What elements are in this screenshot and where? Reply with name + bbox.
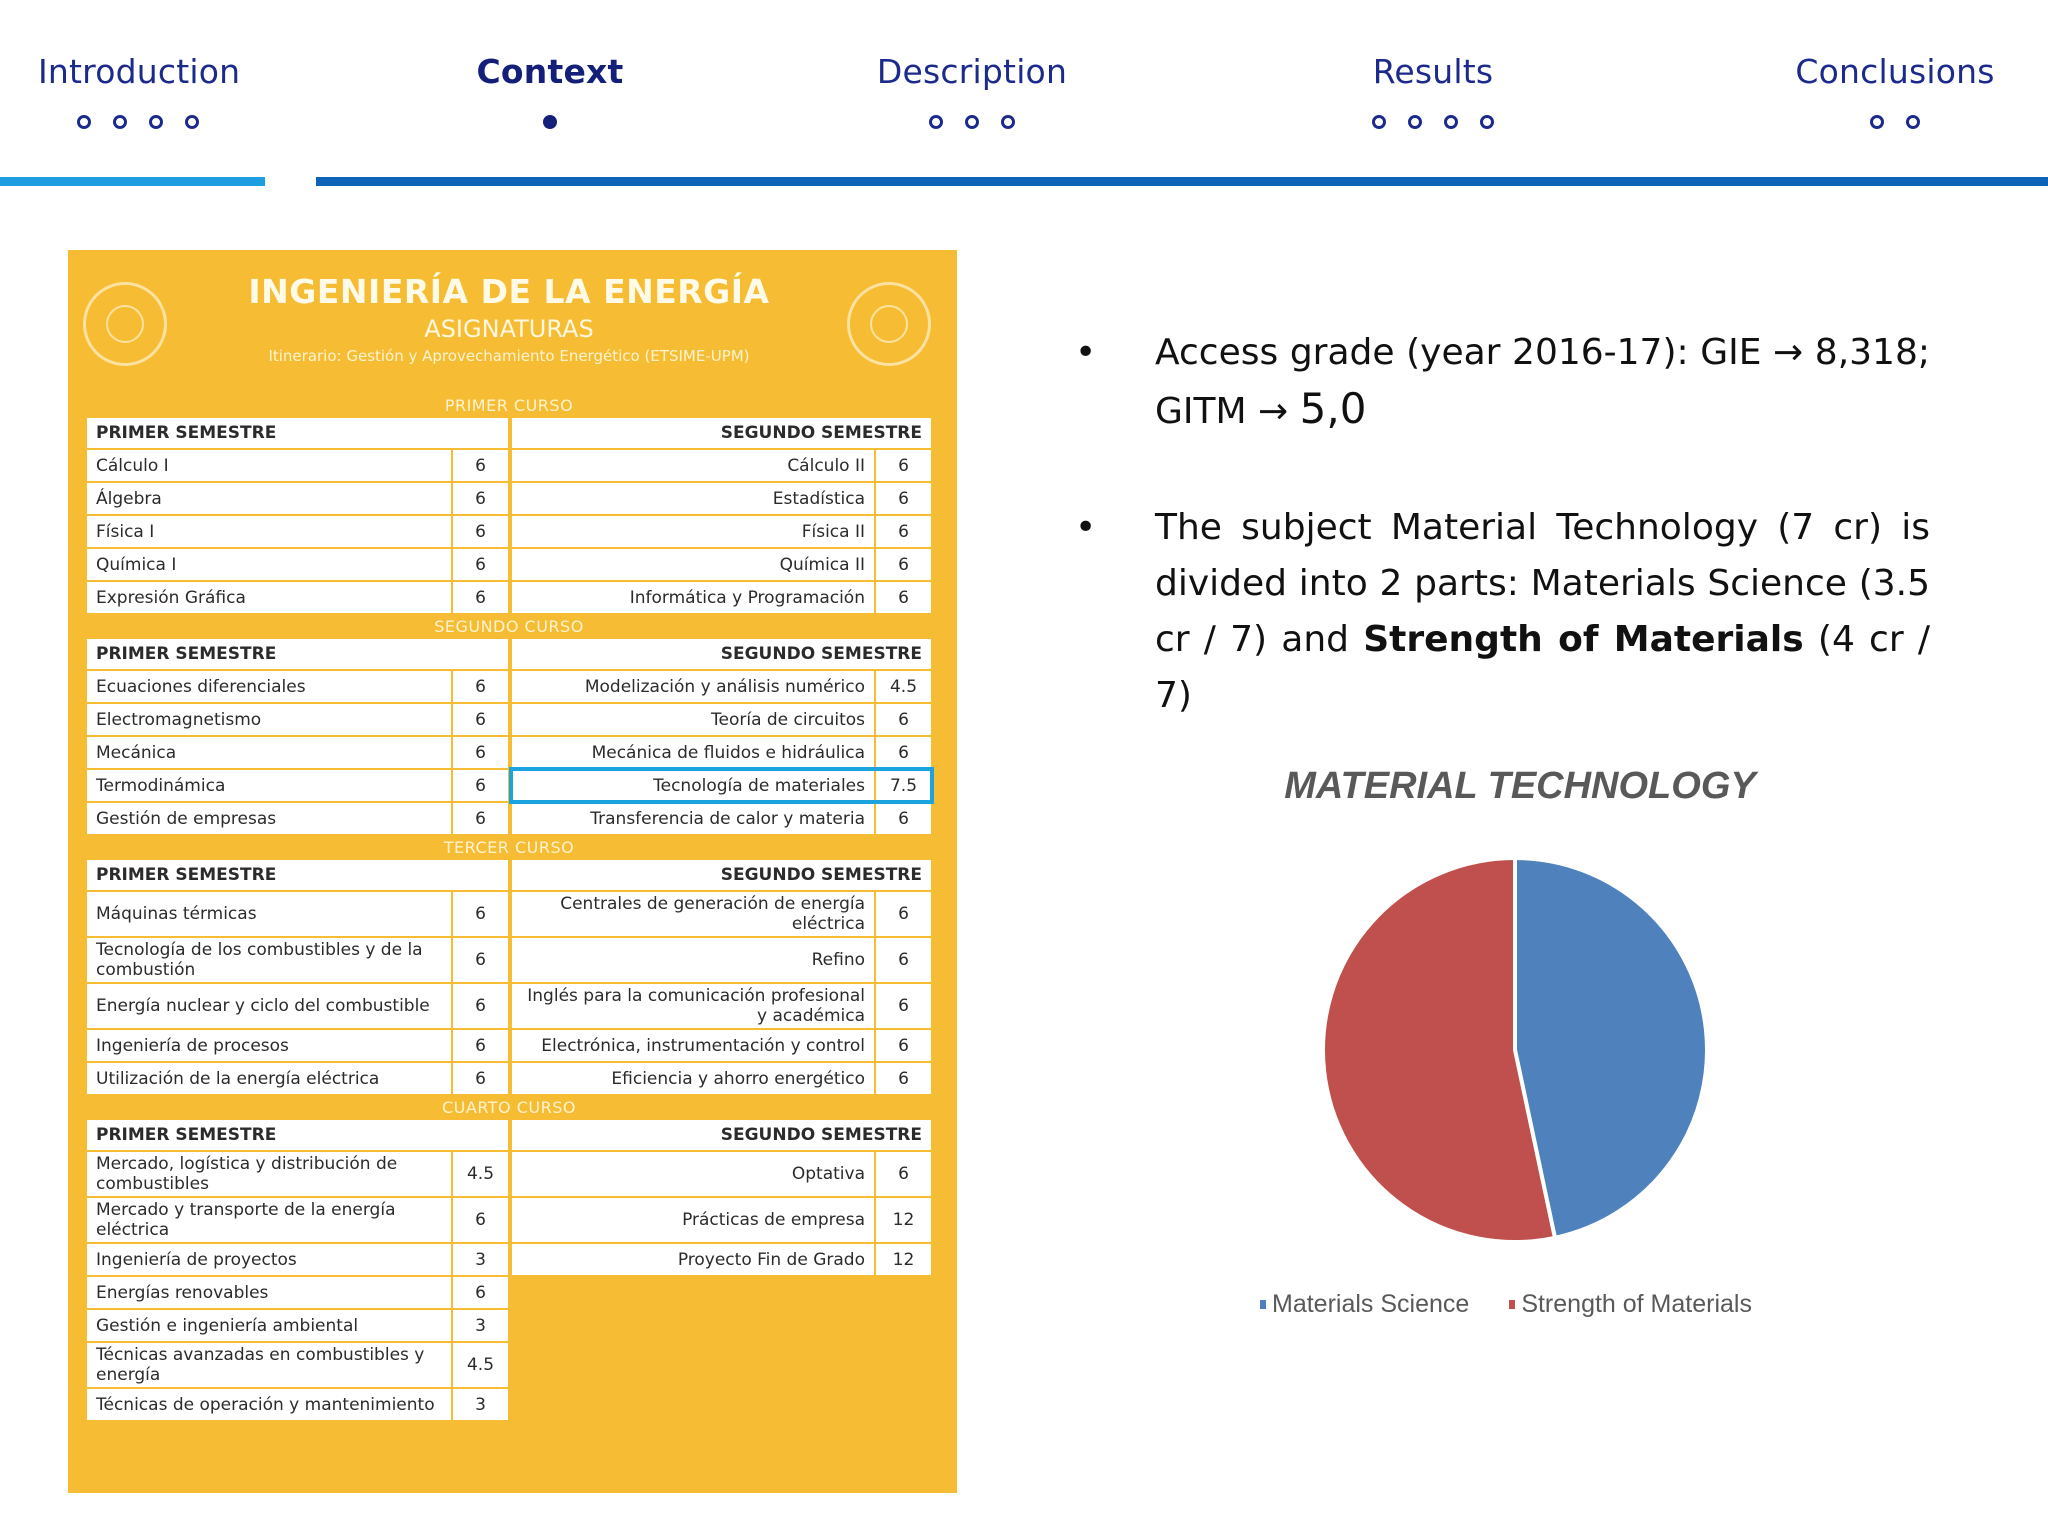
subject-credits: 12 — [876, 1198, 931, 1242]
subject-credits: 6 — [453, 704, 508, 735]
legend-swatch — [1260, 1300, 1266, 1309]
nav-dots — [450, 115, 650, 129]
subject-name: Técnicas avanzadas en combustibles y energía — [87, 1343, 451, 1387]
legend-item-materials-science — [1260, 1290, 1469, 1319]
table-row — [87, 1063, 508, 1094]
subject-credits: 6 — [876, 450, 931, 481]
semester-header: PRIMER SEMESTRE — [87, 1120, 508, 1150]
mining-school-crest-icon — [847, 282, 931, 366]
table-row — [512, 1030, 931, 1061]
semester-header: SEGUNDO SEMESTRE — [512, 418, 931, 448]
subject-name: Tecnología de los combustibles y de la combustión — [87, 938, 451, 982]
table-row — [512, 483, 931, 514]
subject-credits: 6 — [453, 582, 508, 613]
subject-name: Electrónica, instrumentación y control — [512, 1030, 874, 1061]
course-year-title: CUARTO CURSO — [442, 1098, 576, 1117]
subject-credits: 4.5 — [876, 671, 931, 702]
slide-dot[interactable] — [1372, 115, 1386, 129]
strength-of-materials-text: Strength of Materials — [1363, 619, 1804, 660]
subject-name: Teoría de circuitos — [512, 704, 874, 735]
slide-dot[interactable] — [543, 115, 557, 129]
table-row — [512, 938, 931, 982]
nav-description[interactable] — [872, 52, 1072, 129]
slide-dot[interactable] — [1444, 115, 1458, 129]
slide-dot[interactable] — [113, 115, 127, 129]
subject-name: Refino — [512, 938, 874, 982]
course-year-title: SEGUNDO CURSO — [434, 617, 584, 636]
nav-introduction[interactable] — [38, 52, 241, 129]
subject-name: Proyecto Fin de Grado — [512, 1244, 874, 1275]
bullet-icon: • — [1075, 332, 1097, 373]
nav-dots — [1795, 115, 1995, 129]
subject-name: Modelización y análisis numérico — [512, 671, 874, 702]
nav-conclusions[interactable] — [1795, 52, 1995, 129]
legend-item-strength-of-materials — [1509, 1290, 1752, 1319]
subject-name: Física I — [87, 516, 451, 547]
slide-dot[interactable] — [1870, 115, 1884, 129]
subject-name: Informática y Programación — [512, 582, 874, 613]
table-row — [87, 582, 508, 613]
semester-header: PRIMER SEMESTRE — [87, 860, 508, 890]
legend-label: Strength of Materials — [1521, 1290, 1752, 1318]
slide-dot[interactable] — [1906, 115, 1920, 129]
subject-credits: 4.5 — [453, 1343, 508, 1387]
table-row — [512, 549, 931, 580]
nav-label[interactable]: Description — [876, 52, 1068, 91]
table-row — [87, 671, 508, 702]
subject-name: Optativa — [512, 1152, 874, 1196]
curriculum-title: INGENIERÍA DE LA ENERGÍA — [248, 272, 770, 311]
table-row — [87, 770, 508, 801]
nav-dots — [1333, 115, 1533, 129]
subject-name: Eficiencia y ahorro energético — [512, 1063, 874, 1094]
nav-label[interactable]: Conclusions — [1795, 52, 1995, 91]
curriculum-subtitle: ASIGNATURAS — [424, 315, 594, 343]
subject-name: Cálculo II — [512, 450, 874, 481]
subject-credits: 6 — [453, 516, 508, 547]
subject-name: Gestión e ingeniería ambiental — [87, 1310, 451, 1341]
subject-name: Ecuaciones diferenciales — [87, 671, 451, 702]
nav-dots — [872, 115, 1072, 129]
subject-name: Electromagnetismo — [87, 704, 451, 735]
subject-credits: 6 — [876, 516, 931, 547]
table-row — [512, 1152, 931, 1196]
subject-credits: 6 — [876, 1063, 931, 1094]
subject-credits: 6 — [453, 1063, 508, 1094]
subject-name: Mecánica — [87, 737, 451, 768]
progress-bar-segment — [0, 177, 265, 186]
course-table — [87, 860, 931, 1096]
table-row — [512, 1310, 931, 1341]
subject-name: Estadística — [512, 483, 874, 514]
table-row — [512, 671, 931, 702]
table-row — [87, 938, 508, 982]
slide-dot[interactable] — [1480, 115, 1494, 129]
nav-results[interactable] — [1333, 52, 1533, 129]
subject-credits: 6 — [453, 1198, 508, 1242]
nav-label[interactable]: Results — [1372, 52, 1494, 91]
table-row — [87, 549, 508, 580]
subject-name: Transferencia de calor y materia — [512, 803, 874, 834]
subject-credits: 6 — [453, 483, 508, 514]
subject-credits: 6 — [453, 803, 508, 834]
slide-dot[interactable] — [1001, 115, 1015, 129]
section-navigation — [0, 0, 2048, 190]
subject-credits: 6 — [876, 1152, 931, 1196]
pie-chart — [1290, 840, 1740, 1260]
bullet-material-technology — [1075, 500, 1930, 724]
slide-dot[interactable] — [77, 115, 91, 129]
curriculum-itinerary: Itinerario: Gestión y Aprovechamiento Energético (ETSIME-UPM) — [268, 347, 750, 365]
subject-credits: 6 — [453, 770, 508, 801]
material-technology-text: The subject Material Technology (7 cr) is divided into 2 parts: Materials Science (3.5 cr / 7) and — [1155, 507, 1930, 660]
chart-legend — [1260, 1290, 1752, 1319]
subject-credits: 6 — [876, 984, 931, 1028]
table-row — [512, 1198, 931, 1242]
subject-name: Cálculo I — [87, 450, 451, 481]
semester-header: PRIMER SEMESTRE — [87, 418, 508, 448]
table-row — [512, 1244, 931, 1275]
table-row — [512, 1277, 931, 1308]
slide-dot[interactable] — [149, 115, 163, 129]
slide-dot[interactable] — [965, 115, 979, 129]
table-row — [87, 1244, 508, 1275]
subject-name: Prácticas de empresa — [512, 1198, 874, 1242]
subject-credits: 6 — [876, 1030, 931, 1061]
credits-text: (4 cr / 7) — [1155, 619, 1930, 716]
subject-name: Técnicas de operación y mantenimiento — [87, 1389, 451, 1420]
subject-credits: 6 — [876, 892, 931, 936]
table-row — [87, 984, 508, 1028]
progress-bar-track — [316, 177, 2048, 186]
table-row — [87, 892, 508, 936]
subject-name: Ingeniería de proyectos — [87, 1244, 451, 1275]
subject-name: Ingeniería de procesos — [87, 1030, 451, 1061]
subject-credits: 6 — [876, 483, 931, 514]
subject-credits: 6 — [453, 892, 508, 936]
subject-name: Energías renovables — [87, 1277, 451, 1308]
table-row — [87, 1343, 508, 1387]
table-row — [87, 450, 508, 481]
nav-context[interactable] — [450, 52, 650, 129]
table-row — [512, 704, 931, 735]
subject-name: Álgebra — [87, 483, 451, 514]
table-row — [512, 1343, 931, 1387]
subject-name: Energía nuclear y ciclo del combustible — [87, 984, 451, 1028]
legend-label: Materials Science — [1272, 1290, 1470, 1318]
table-row — [87, 1310, 508, 1341]
subject-name: Centrales de generación de energía eléctrica — [512, 892, 874, 936]
subject-name: Mecánica de fluidos e hidráulica — [512, 737, 874, 768]
semester-header: SEGUNDO SEMESTRE — [512, 639, 931, 669]
table-row — [512, 450, 931, 481]
university-seal-icon — [83, 282, 167, 366]
subject-credits: 6 — [453, 938, 508, 982]
subject-name: Mercado y transporte de la energía eléctrica — [87, 1198, 451, 1242]
table-row — [512, 1389, 931, 1420]
subject-name: Física II — [512, 516, 874, 547]
subject-credits: 6 — [876, 549, 931, 580]
subject-credits: 6 — [876, 582, 931, 613]
legend-swatch — [1509, 1300, 1515, 1309]
subject-credits: 6 — [453, 984, 508, 1028]
subject-credits: 4.5 — [453, 1152, 508, 1196]
slide-dot[interactable] — [1408, 115, 1422, 129]
chart-title: MATERIAL TECHNOLOGY — [1284, 765, 1756, 807]
subject-name: Tecnología de materiales — [512, 770, 874, 801]
course-year-title: TERCER CURSO — [443, 838, 575, 857]
subject-credits: 3 — [453, 1389, 508, 1420]
subject-credits: 6 — [453, 1277, 508, 1308]
subject-credits: 6 — [453, 549, 508, 580]
nav-label[interactable]: Context — [476, 52, 624, 91]
subject-credits: 6 — [876, 803, 931, 834]
subject-credits: 3 — [453, 1310, 508, 1341]
table-row — [87, 1030, 508, 1061]
access-grade-text: Access grade (year 2016-17): GIE → 8,318; GITM → — [1155, 332, 1930, 432]
subject-name: Mercado, logística y distribución de combustibles — [87, 1152, 451, 1196]
course-tables — [87, 394, 931, 1422]
subject-credits: 6 — [453, 737, 508, 768]
table-row — [512, 516, 931, 547]
subject-name: Gestión de empresas — [87, 803, 451, 834]
subject-credits: 3 — [453, 1244, 508, 1275]
semester-header: SEGUNDO SEMESTRE — [512, 1120, 931, 1150]
table-row — [87, 704, 508, 735]
curriculum-header — [87, 264, 931, 394]
nav-dots — [38, 115, 238, 129]
subject-name: Expresión Gráfica — [87, 582, 451, 613]
subject-credits: 7.5 — [876, 770, 931, 801]
curriculum-image — [68, 250, 957, 1493]
course-year-title: PRIMER CURSO — [444, 396, 574, 415]
table-row — [512, 737, 931, 768]
subject-name: Termodinámica — [87, 770, 451, 801]
table-row — [87, 737, 508, 768]
table-row — [512, 892, 931, 936]
table-row — [87, 483, 508, 514]
semester-header: SEGUNDO SEMESTRE — [512, 860, 931, 890]
table-row — [87, 516, 508, 547]
slide-dot[interactable] — [929, 115, 943, 129]
subject-credits: 6 — [876, 737, 931, 768]
subject-credits: 6 — [453, 671, 508, 702]
bullet-list — [1075, 325, 1930, 724]
subject-credits: 6 — [876, 704, 931, 735]
course-table — [87, 418, 931, 615]
table-row — [87, 1152, 508, 1196]
table-row — [87, 803, 508, 834]
bullet-access-grade — [1075, 325, 1930, 440]
table-row — [512, 1063, 931, 1094]
table-row — [512, 984, 931, 1028]
course-table — [87, 639, 931, 836]
table-row — [512, 582, 931, 613]
bullet-icon: • — [1075, 507, 1097, 548]
table-row — [87, 1389, 508, 1420]
subject-name: Máquinas térmicas — [87, 892, 451, 936]
subject-name: Química II — [512, 549, 874, 580]
subject-credits: 6 — [453, 1030, 508, 1061]
subject-name: Inglés para la comunicación profesional y académica — [512, 984, 874, 1028]
course-table — [87, 1120, 931, 1422]
subject-name: Utilización de la energía eléctrica — [87, 1063, 451, 1094]
subject-credits: 12 — [876, 1244, 931, 1275]
subject-name: Química I — [87, 549, 451, 580]
subject-credits: 6 — [453, 450, 508, 481]
nav-label[interactable]: Introduction — [38, 52, 241, 91]
table-row — [87, 1277, 508, 1308]
table-row — [512, 803, 931, 834]
table-row — [87, 1198, 508, 1242]
gitm-grade: 5,0 — [1299, 384, 1367, 433]
subject-credits: 6 — [876, 938, 931, 982]
slide-dot[interactable] — [185, 115, 199, 129]
highlighted-subject-row — [512, 770, 931, 801]
semester-header: PRIMER SEMESTRE — [87, 639, 508, 669]
